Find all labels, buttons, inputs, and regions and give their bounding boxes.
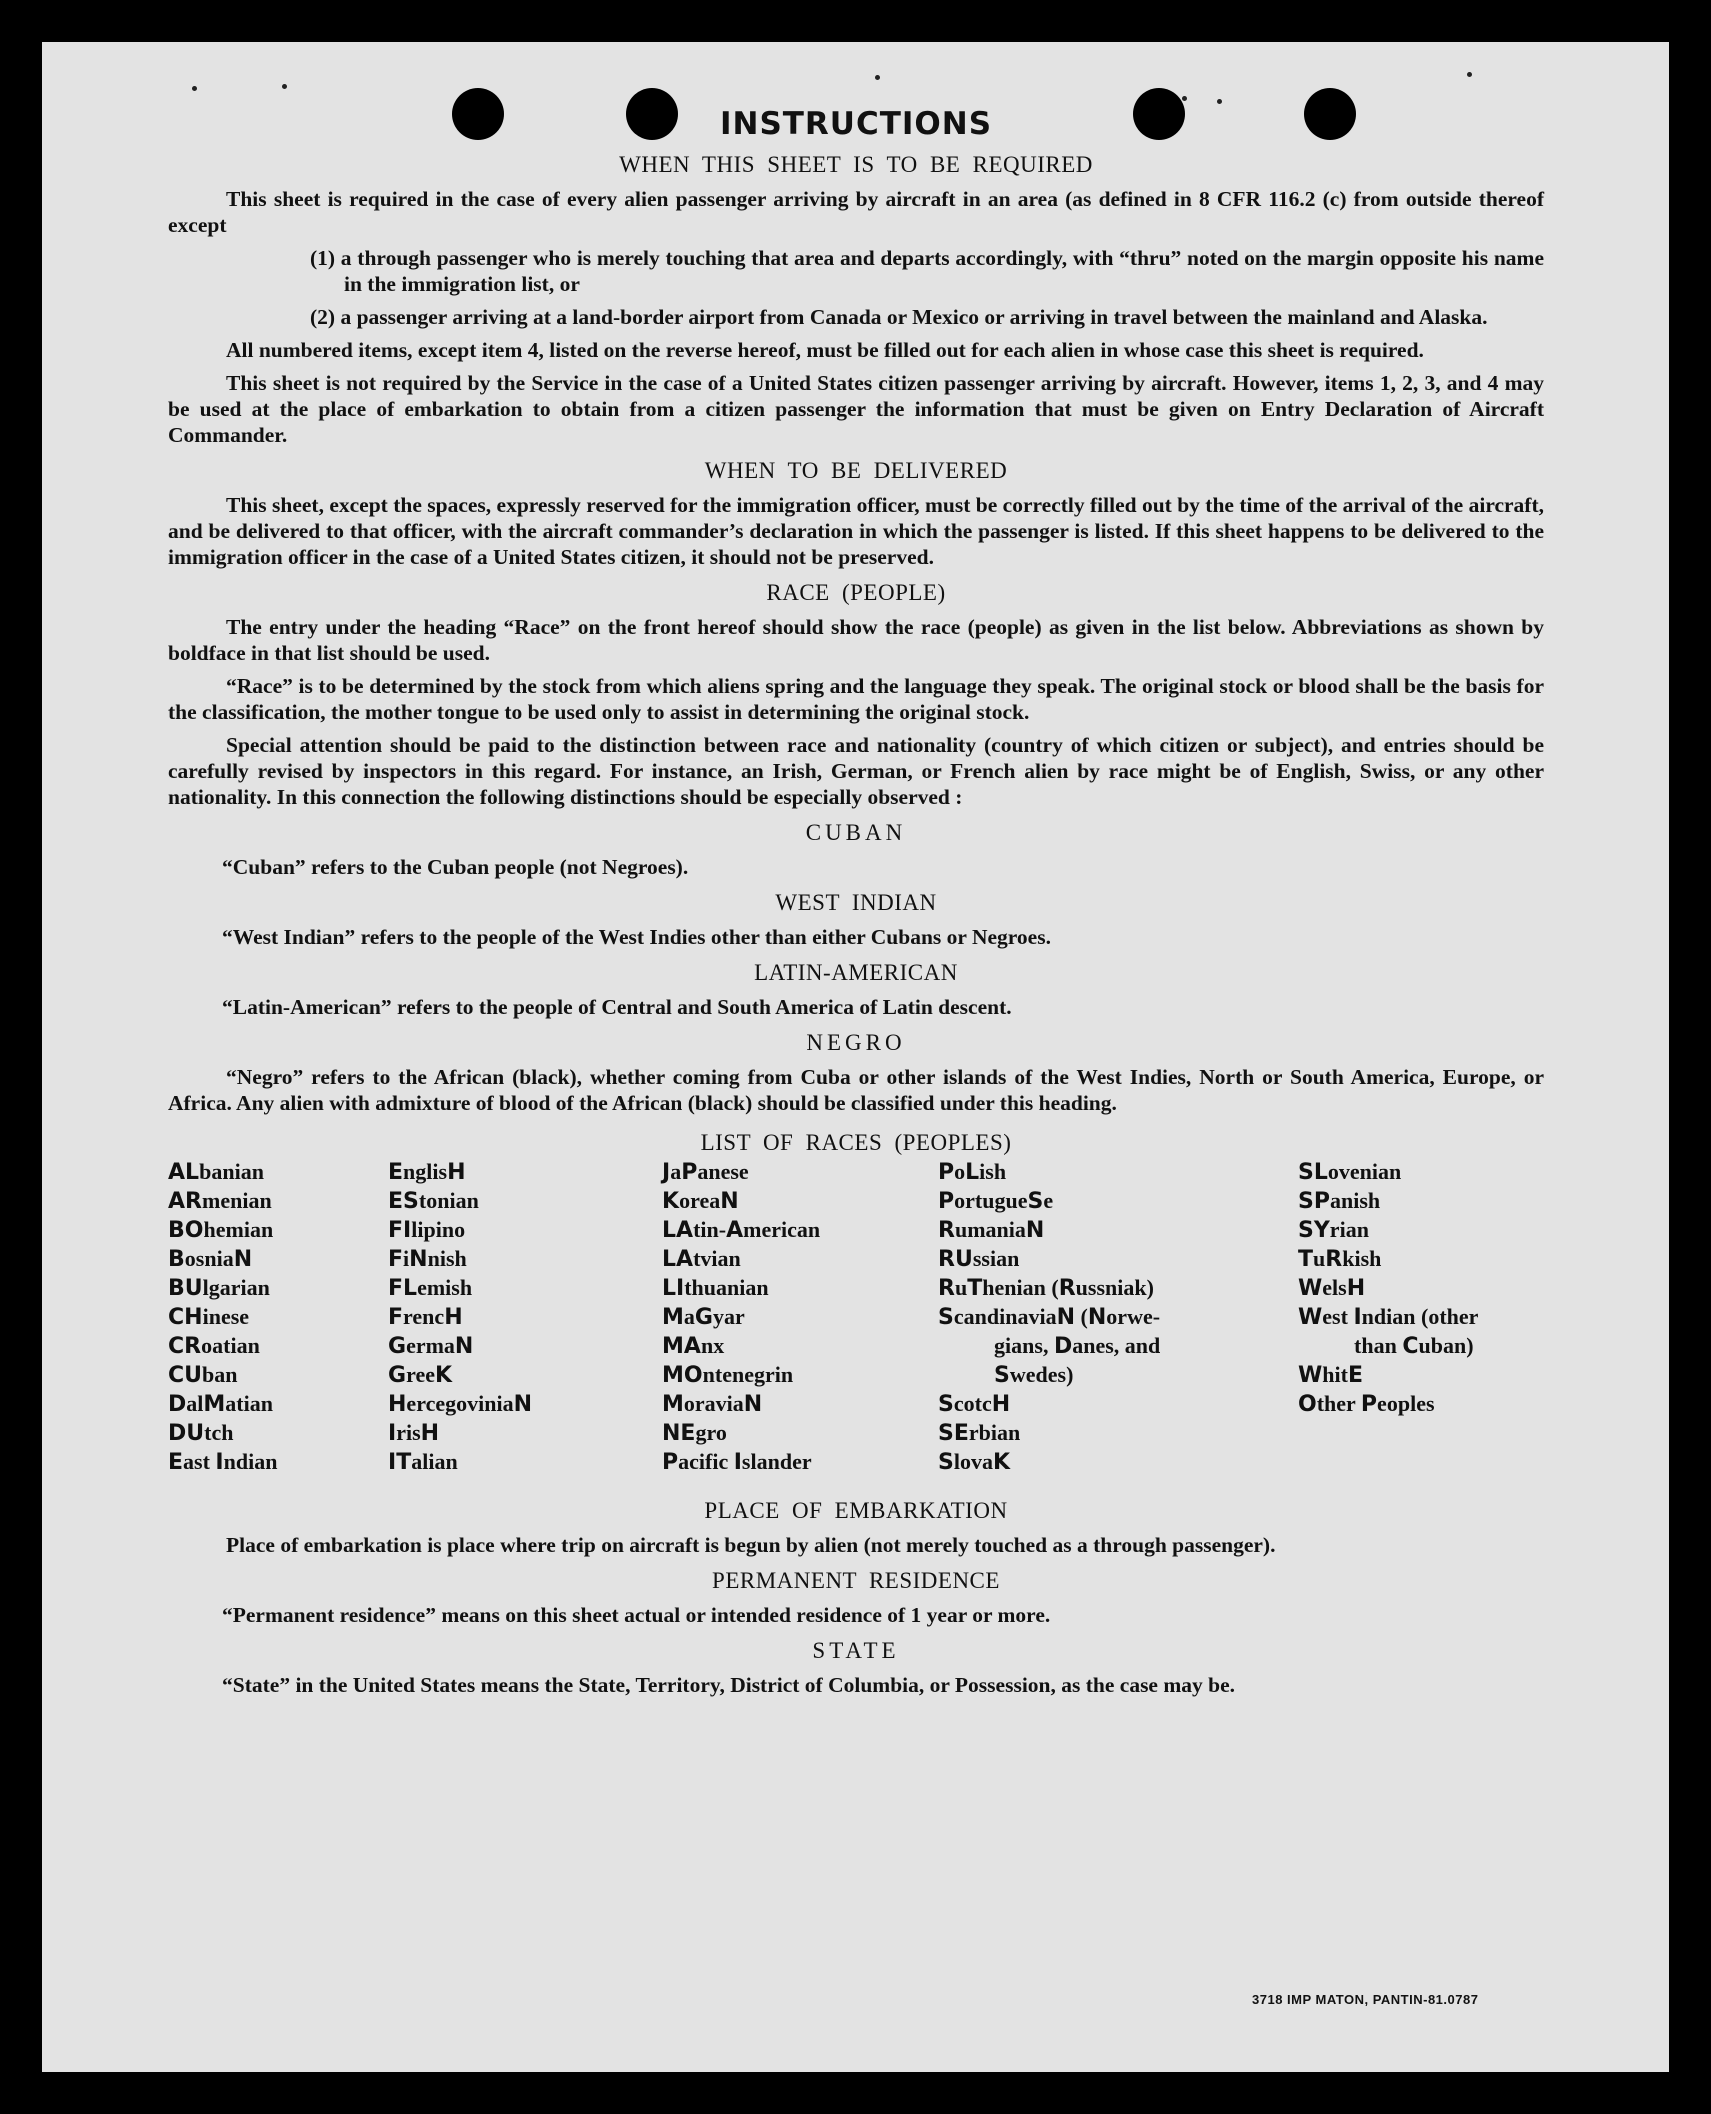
section-heading: RACE (PEOPLE) [766, 580, 946, 605]
section-heading: LATIN-AMERICAN [754, 960, 958, 985]
section-heading: PERMANENT RESIDENCE [712, 1568, 1000, 1593]
race-entry: WhitE [1298, 1362, 1364, 1388]
paragraph: All numbered items, except item 4, listed on the reverse hereof, must be filled out for each alien in whose case this sheet is required. [226, 338, 1424, 362]
speck [282, 84, 287, 89]
race-entry: SYrian [1298, 1217, 1369, 1243]
race-entry: FrencH [388, 1304, 463, 1330]
paragraph: “Race” is to be determined by the stock from which aliens spring and the language they speak. The original stock or blood shall be the basis for the classification, the mother tongue to be used only to assist in determining the original stock. [168, 674, 1544, 724]
race-entry: Other Peoples [1298, 1391, 1435, 1417]
list-item: (1) a through passenger who is merely touching that area and departs accordingly, with “thru” noted on the margin opposite his name in the immigration list, or [310, 246, 1544, 296]
paragraph: “West Indian” refers to the people of the West Indies other than either Cubans or Negroes. [222, 925, 1051, 949]
race-entry: SlovaK [938, 1449, 1011, 1475]
race-entry: DUtch [168, 1420, 234, 1446]
race-entry: PoLish [938, 1159, 1007, 1185]
race-entry: MoraviaN [662, 1391, 763, 1417]
paragraph: The entry under the heading “Race” on the front hereof should show the race (people) as given in the list below. Abbreviations as shown by boldface in that list should be used. [168, 615, 1544, 665]
section-heading: CUBAN [805, 820, 907, 845]
race-entry: ARmenian [168, 1188, 272, 1214]
race-entry: MaGyar [662, 1304, 745, 1330]
race-entry: MOntenegrin [662, 1362, 794, 1388]
speck [875, 75, 880, 80]
race-entry: RumaniaN [938, 1217, 1045, 1243]
race-entry: FIlipino [388, 1217, 466, 1243]
race-entry: LIthuanian [662, 1275, 769, 1301]
paragraph: “State” in the United States means the State, Territory, District of Columbia, or Possession, as the case may be. [222, 1673, 1236, 1697]
race-entry: ITalian [388, 1449, 458, 1475]
race-entry: CHinese [168, 1304, 250, 1330]
race-entry: than Cuban) [1354, 1333, 1474, 1359]
race-entry: BosniaN [168, 1246, 253, 1272]
race-entry: NEgro [662, 1420, 727, 1446]
race-entry: LAtin-American [662, 1217, 821, 1243]
paragraph: Place of embarkation is place where trip on aircraft is begun by alien (not merely touched as a through passenger). [226, 1533, 1276, 1557]
race-entry: FLemish [388, 1275, 473, 1301]
race-entry: CUban [168, 1362, 238, 1388]
race-entry: HercegoviniaN [388, 1391, 533, 1417]
race-entry: LAtvian [662, 1246, 741, 1272]
paragraph: This sheet, except the spaces, expressly reserved for the immigration officer, must be correctly filled out by the time of the arrival of the aircraft, and be delivered to that officer, with the aircraft commander’s declaration in which the passenger is listed. If this sheet happens to be delivered to the immigration officer in the case of a United States citizen, it should not be preserved. [168, 493, 1544, 569]
section-heading: NEGRO [806, 1030, 906, 1055]
speck [1467, 72, 1472, 77]
race-column [938, 1158, 1238, 1477]
race-entry: GermaN [388, 1333, 474, 1359]
race-entry: East Indian [168, 1449, 278, 1475]
race-entry: ALbanian [168, 1159, 264, 1185]
race-entry: PortugueSe [938, 1188, 1054, 1214]
race-entry: BUlgarian [168, 1275, 270, 1301]
race-entry: SLovenian [1298, 1159, 1402, 1185]
race-list [168, 1158, 1544, 1488]
race-entry: SPanish [1298, 1188, 1381, 1214]
race-entry: ScotcH [938, 1391, 1011, 1417]
race-entry: KoreaN [662, 1188, 739, 1214]
race-entry: ScandinaviaN (Norwe- [938, 1304, 1161, 1330]
race-column [662, 1158, 820, 1477]
paragraph: This sheet is required in the case of every alien passenger arriving by aircraft in an area (as defined in 8 CFR 116.2 (c) from outside thereof except [168, 187, 1544, 237]
printer-imprint: 3718 IMP MATON, PANTIN-81.0787 [1252, 1992, 1479, 2007]
race-entry: Swedes) [994, 1362, 1074, 1388]
paragraph: “Cuban” refers to the Cuban people (not Negroes). [222, 855, 689, 879]
paragraph: “Negro” refers to the African (black), whether coming from Cuba or other islands of the West Indies, North or South America, Europe, or Africa. Any alien with admixture of blood of the African (black) should be classified under this heading. [168, 1065, 1544, 1115]
race-entry: GreeK [388, 1362, 453, 1388]
paragraph: “Latin-American” refers to the people of Central and South America of Latin descent. [222, 995, 1012, 1019]
race-entry: FiNnish [388, 1246, 467, 1272]
section-heading: WHEN THIS SHEET IS TO BE REQUIRED [619, 152, 1093, 177]
instructions-content [168, 100, 1544, 1705]
race-entry: WelsH [1298, 1275, 1366, 1301]
race-entry: BOhemian [168, 1217, 274, 1243]
section-heading: LIST OF RACES (PEOPLES) [700, 1130, 1012, 1155]
list-item: (2) a passenger arriving at a land-border airport from Canada or Mexico or arriving in travel between the mainland and Alaska. [310, 305, 1488, 329]
speck [192, 86, 197, 91]
race-column [168, 1158, 277, 1477]
race-column [388, 1158, 532, 1477]
race-entry: gians, Danes, and [994, 1333, 1161, 1359]
paragraph: “Permanent residence” means on this sheet actual or intended residence of 1 year or more. [222, 1603, 1051, 1627]
race-entry: Pacific Islander [662, 1449, 812, 1475]
race-entry: SErbian [938, 1420, 1021, 1446]
paragraph: Special attention should be paid to the distinction between race and nationality (country of which citizen or subject), and entries should be carefully revised by inspectors in this regard. For instance, an Irish, German, or French alien by race might be of English, Swiss, or any other nationality. In this connection the following distinctions should be especially observed : [168, 733, 1544, 809]
section-heading: STATE [812, 1638, 900, 1663]
race-entry: MAnx [662, 1333, 725, 1359]
race-entry: DalMatian [168, 1391, 273, 1417]
race-entry: IrisH [388, 1420, 440, 1446]
section-heading: PLACE OF EMBARKATION [704, 1498, 1008, 1523]
race-entry: RuThenian (Russniak) [938, 1275, 1154, 1301]
race-entry: TuRkish [1298, 1246, 1382, 1272]
race-column [1298, 1158, 1548, 1419]
paragraph: This sheet is not required by the Service in the case of a United States citizen passenger arriving by aircraft. However, items 1, 2, 3, and 4 may be used at the place of embarkation to obtain from a citizen passenger the information that must be given on Entry Declaration of Aircraft Commander. [168, 371, 1544, 447]
race-entry: West Indian (other [1298, 1304, 1479, 1330]
race-entry: RUssian [938, 1246, 1020, 1272]
race-entry: EnglisH [388, 1159, 466, 1185]
page-title: INSTRUCTIONS [719, 106, 993, 142]
race-entry: EStonian [388, 1188, 479, 1214]
section-heading: WEST INDIAN [775, 890, 937, 915]
race-entry: JaPanese [662, 1159, 749, 1185]
section-heading: WHEN TO BE DELIVERED [704, 458, 1008, 483]
race-entry: CRoatian [168, 1333, 260, 1359]
